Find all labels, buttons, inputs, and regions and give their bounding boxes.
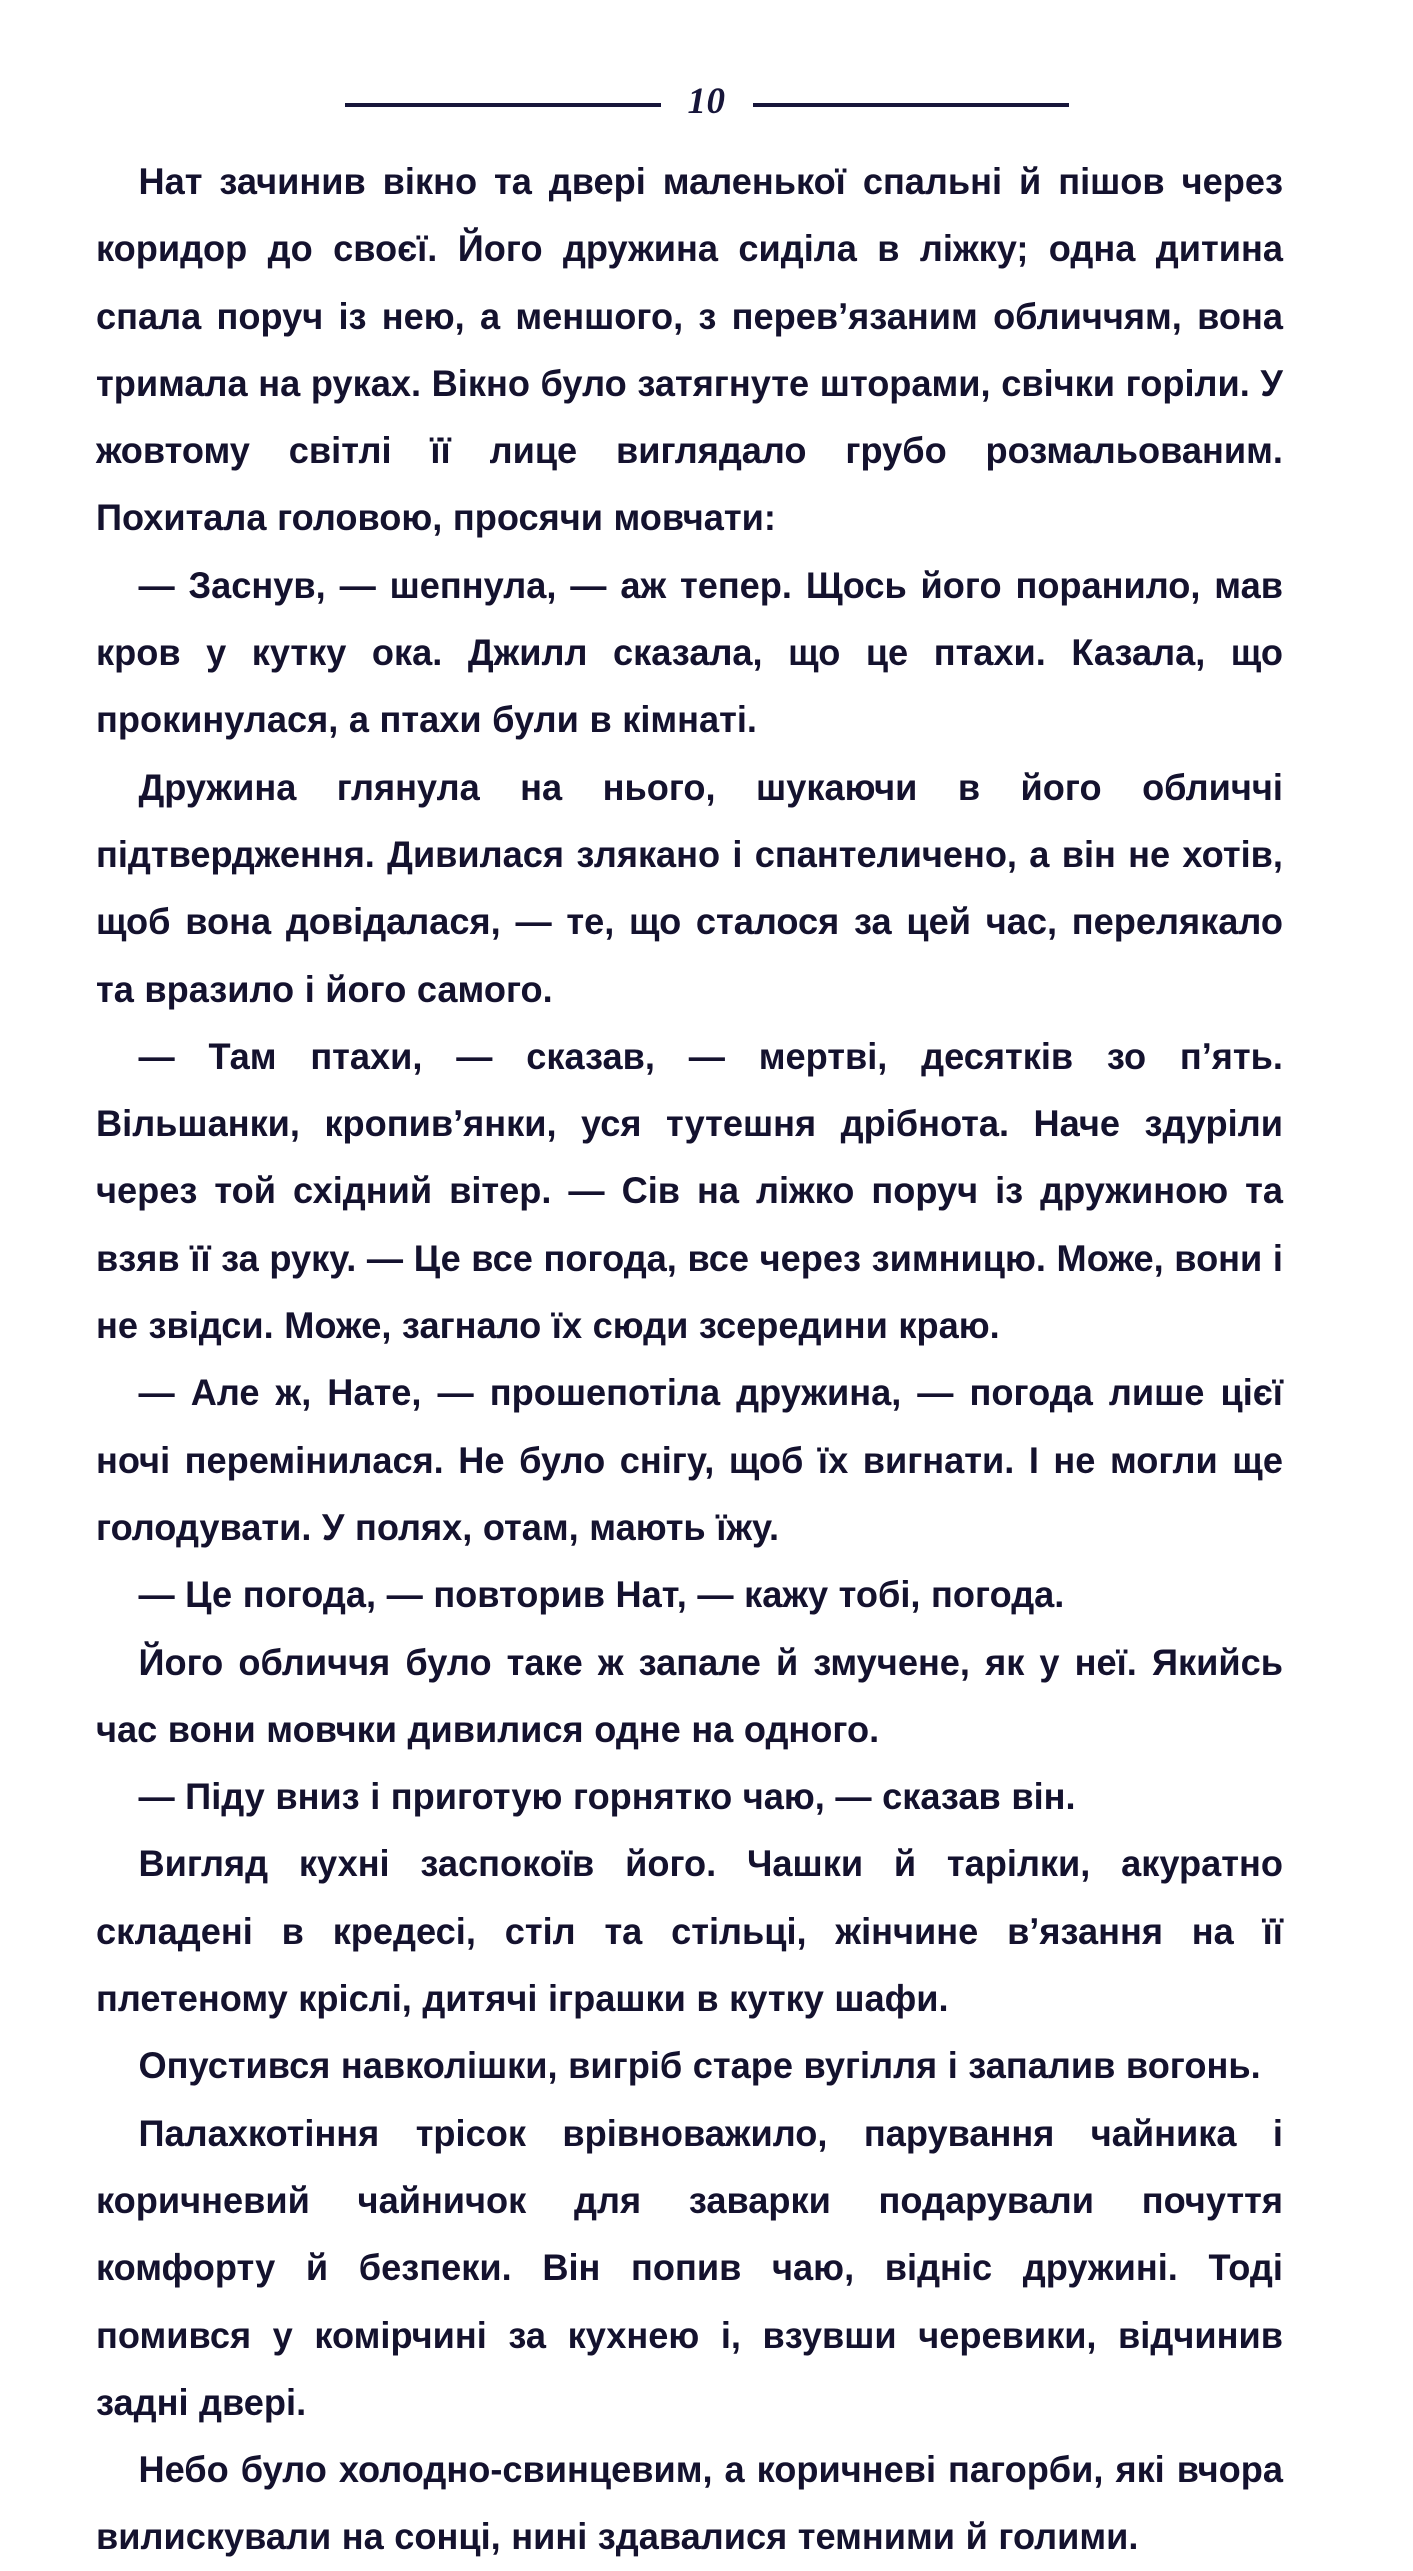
running-head-rule-right bbox=[753, 103, 1069, 107]
paragraph: Вигляд кухні заспокоїв його. Чашки й тарілки, акуратно складені в кредесі, стіл та стільці, жінчине в’язання на її плетеному кріслі, дитячі іграшки в кутку шафи. bbox=[96, 1842, 1283, 2020]
paragraph: Небо було холодно-свинцевим, а коричневі пагорби, які вчора вилискували на сонці, нині здавалися темними й голими. bbox=[96, 2448, 1283, 2558]
paragraph: Дружина глянула на нього, шукаючи в його обличчі підтвердження. Дивилася злякано і спантеличено, а він не хотів, щоб вона довідалася, — те, що сталося за цей час, перелякало та вразило і його самого. bbox=[96, 765, 1283, 1010]
paragraph: Нат зачинив вікно та двері маленької спальні й пішов через коридор до своєї. Його дружина сиділа в ліжку; одна дитина спала поруч із нею, а меншого, з перев’язаним обличчям, вона тримала на руках. Вікно було затягнуте шторами, свічки горіли. У жовтому світлі її лице виглядало грубо розмальованим. Похитала головою, просячи мовчати: bbox=[96, 160, 1283, 539]
paragraph: — Піду вниз і приготую горнятко чаю, — сказав він. bbox=[138, 1775, 1076, 1818]
paragraph: — Заснув, — шепнула, — аж тепер. Щось його поранило, мав кров у кутку ока. Джилл сказала, що це птахи. Казала, що прокинулася, а птахи були в кімнаті. bbox=[96, 563, 1283, 741]
running-head-rule-left bbox=[345, 103, 661, 107]
paragraph: Опустився навколішки, вигріб старе вугілля і запалив вогонь. bbox=[138, 2044, 1261, 2087]
paragraph: Палахкотіння трісок врівноважило, парування чайника і коричневий чайничок для заварки подарували почуття комфорту й безпеки. Він попив чаю, відніс дружині. Тоді помився у комірчині за кухнею і, взувши черевики, відчинив задні двері. bbox=[96, 2111, 1283, 2423]
paragraph: — Там птахи, — сказав, — мертві, десятків зо п’ять. Вільшанки, кропив’янки, уся тутешня дрібнота. Наче здуріли через той східний вітер. — Сів на ліжко поруч із дружиною та взяв її за руку. — Це все погода, все через зимницю. Може, вони і не звідси. Може, загнало їх сюди зсередини краю. bbox=[96, 1034, 1283, 1347]
body-text bbox=[96, 148, 1283, 2571]
paragraph: — Це погода, — повторив Нат, — кажу тобі, погода. bbox=[138, 1573, 1065, 1616]
paragraph: Його обличчя було таке ж запале й змучене, як у неї. Якийсь час вони мовчки дивилися одне на одного. bbox=[96, 1640, 1283, 1750]
paragraph: — Але ж, Нате, — прошепотіла дружина, — погода лише цієї ночі перемінилася. Не було снігу, щоб їх вигнати. І не могли ще голодувати. У полях, отам, мають їжу. bbox=[96, 1371, 1283, 1548]
running-head bbox=[0, 81, 1413, 123]
page-number: 10 bbox=[687, 81, 726, 122]
